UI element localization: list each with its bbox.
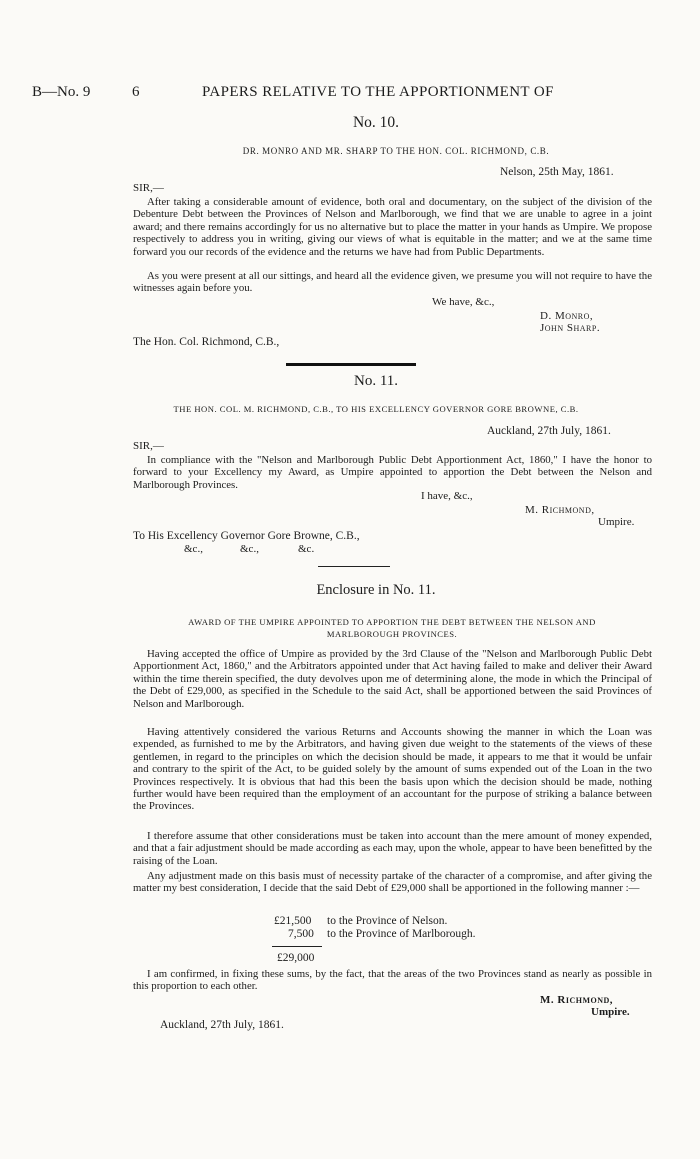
letter-11-closing: I have, &c., — [421, 490, 473, 502]
award-paragraph-4: Any adjustment made on this basis must of necessity partake of the character of a compromise, and after giving the matter my best consideration, I decide that the said Debt of £29,000 shall be apportioned in the following manner :— — [133, 870, 652, 895]
letter-10-heading: DR. MONRO AND MR. SHARP TO THE HON. COL. RICHMOND, C.B. — [242, 146, 550, 156]
apportionment-marlborough-amount: 7,500 — [288, 928, 314, 940]
letter-10-date: Nelson, 25th May, 1861. — [500, 166, 614, 178]
letter-11-date: Auckland, 27th July, 1861. — [487, 425, 611, 437]
apportionment-marlborough-destination: to the Province of Marlborough. — [327, 928, 476, 940]
award-paragraph-1: Having accepted the office of Umpire as provided by the 3rd Clause of the "Nelson and Marlborough Public Debt Apportionment Act, 1860," and the Arbitrators appointed under that Act having failed to make and deliver their Award within the time therein specified, the duty devolves upon me of determining alone, the mode in which the Principal of the Debt of £29,000, as specified in the Schedule to the said Act, shall be apportioned between the said Provinces of Nelson and Marlborough. — [133, 648, 652, 710]
letter-10-number: No. 10. — [352, 114, 400, 131]
enclosure-title: Enclosure in No. 11. — [316, 582, 436, 598]
letter-11-signer: M. Richmond, — [525, 504, 595, 516]
letter-10-salutation: SIR,— — [133, 182, 164, 194]
letter-10-signer-monro: D. Monro, — [540, 310, 594, 322]
letter-11-etc-3: &c. — [298, 543, 315, 555]
apportionment-total: £29,000 — [277, 952, 315, 964]
section-divider — [286, 363, 416, 366]
enclosure-divider — [318, 566, 390, 567]
document-reference: B—No. 9 — [32, 84, 91, 100]
page-number: 6 — [132, 84, 140, 100]
award-signer: M. Richmond, — [540, 994, 614, 1006]
letter-11-heading: THE HON. COL. M. RICHMOND, C.B., TO HIS EXCELLENCY GOVERNOR GORE BROWNE, C.B. — [173, 404, 579, 414]
enclosure-heading-line-1: AWARD OF THE UMPIRE APPOINTED TO APPORTION THE DEBT BETWEEN THE NELSON AND — [188, 617, 596, 627]
letter-11-paragraph: In compliance with the "Nelson and Marlborough Public Debt Apportionment Act, 1860," I have the honor to forward to your Excellency my Award, as Umpire appointed to apportion the Debt between the Nelson and Marlborough Provinces. — [133, 454, 652, 491]
letter-11-salutation: SIR,— — [133, 440, 164, 452]
award-paragraph-3: I therefore assume that other considerations must be taken into account than the mere amount of money expended, and that a fair adjustment should be made according as each may, upon the whole, appear to have been benefitted by the raising of the Loan. — [133, 830, 652, 867]
sum-rule — [272, 946, 322, 947]
award-paragraph-2: Having attentively considered the various Returns and Accounts showing the manner in which the Loan was expended, as furnished to me by the Arbitrators, and having given due weight to the statements of the views of these gentlemen, in regard to the principles on which the decision should be made, it appears to me that it would be unfair and contrary to the spirit of the Act, to be guided solely by the amount of sums expended out of the Loan in the two Provinces respectively. It is obvious that had this been the basis upon which the decision should be made, nothing further would have been required than the employment of an accountant for the purpose of striking a balance between the Provinces. — [133, 726, 652, 813]
letter-11-addressee: To His Excellency Governor Gore Browne, C.B., — [133, 530, 360, 542]
letter-10-closing: We have, &c., — [432, 296, 495, 308]
award-paragraph-5: I am confirmed, in fixing these sums, by the fact, that the areas of the two Provinces stand as nearly as possible in this proportion to each other. — [133, 968, 652, 993]
letter-11-etc-2: &c., — [240, 543, 259, 555]
letter-10-signer-sharp: John Sharp. — [540, 322, 601, 334]
letter-11-etc-1: &c., — [184, 543, 203, 555]
letter-10-addressee: The Hon. Col. Richmond, C.B., — [133, 336, 280, 348]
enclosure-heading-line-2: MARLBOROUGH PROVINCES. — [326, 629, 458, 639]
award-signer-role: Umpire. — [591, 1006, 630, 1018]
running-title: PAPERS RELATIVE TO THE APPORTIONMENT OF — [202, 84, 554, 100]
award-place-date: Auckland, 27th July, 1861. — [160, 1019, 284, 1031]
apportionment-nelson-amount: £21,500 — [274, 915, 312, 927]
apportionment-nelson-destination: to the Province of Nelson. — [327, 915, 448, 927]
letter-11-signer-role: Umpire. — [598, 516, 635, 528]
letter-11-number: No. 11. — [353, 373, 399, 389]
letter-10-paragraph-2: As you were present at all our sittings, and heard all the evidence given, we presume you will not require to have the witnesses again before you. — [133, 270, 652, 295]
letter-10-paragraph-1: After taking a considerable amount of evidence, both oral and documentary, on the subject of the division of the Debenture Debt between the Provinces of Nelson and Marlborough, we find that we are unable to agree in a joint award; and there remains accordingly for us no alternative but to place the matter in your hands as Umpire. We propose respectively to address you in writing, giving our views of what is equitable in the matter; and we at the same time forward you our records of the evidence and the returns we have had from Public Departments. — [133, 196, 652, 258]
